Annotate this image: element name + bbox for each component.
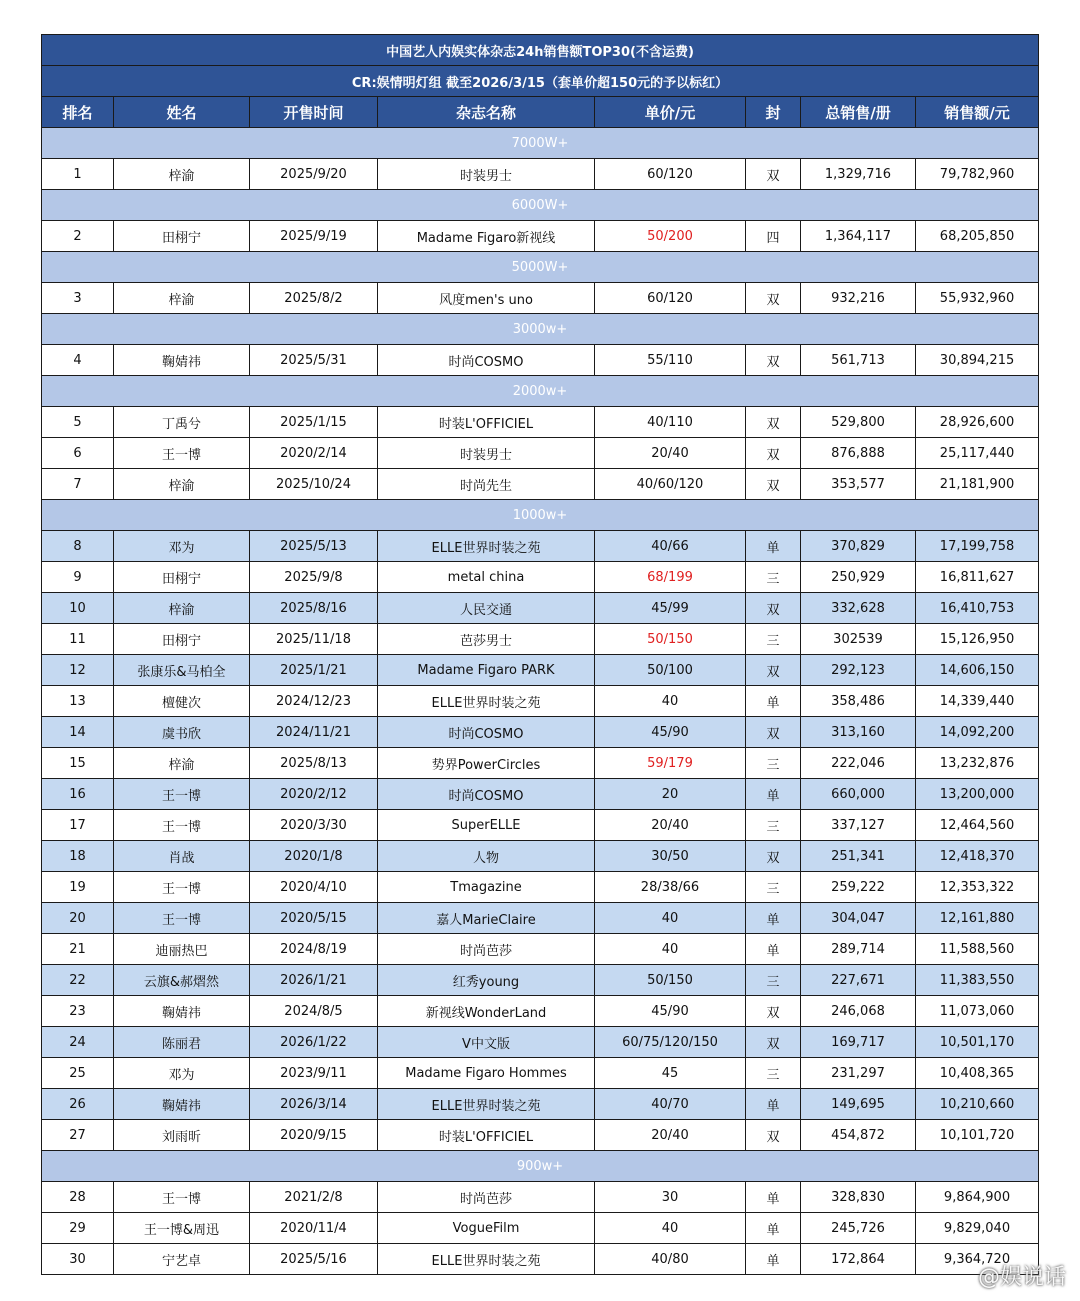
cell-cover: 单 (746, 903, 801, 934)
cell-magazine: 时尚芭莎 (378, 1182, 595, 1213)
cell-cover: 单 (746, 779, 801, 810)
cell-magazine: 芭莎男士 (378, 624, 595, 655)
cell-name: 王一博 (114, 903, 250, 934)
cell-copies: 246,068 (801, 996, 916, 1027)
cell-name: 梓渝 (114, 283, 250, 314)
cell-rank: 27 (42, 1120, 114, 1151)
cell-copies: 876,888 (801, 438, 916, 469)
cell-date: 2026/3/14 (250, 1089, 378, 1120)
table-row (42, 965, 1039, 996)
cell-name: 鞠婧祎 (114, 1089, 250, 1120)
cell-sales: 11,073,060 (916, 996, 1039, 1027)
table-row (42, 872, 1039, 903)
cell-sales: 9,829,040 (916, 1213, 1039, 1244)
cell-copies: 660,000 (801, 779, 916, 810)
table-row (42, 934, 1039, 965)
cell-cover: 三 (746, 810, 801, 841)
cell-cover: 双 (746, 345, 801, 376)
cell-cover: 三 (746, 1058, 801, 1089)
cell-copies: 302539 (801, 624, 916, 655)
cell-copies: 149,695 (801, 1089, 916, 1120)
cell-rank: 12 (42, 655, 114, 686)
col-header-copies: 总销售/册 (801, 97, 916, 128)
cell-rank: 4 (42, 345, 114, 376)
cell-rank: 9 (42, 562, 114, 593)
cell-price: 20/40 (595, 438, 746, 469)
cell-date: 2025/9/19 (250, 221, 378, 252)
cell-sales: 9,364,720 (916, 1244, 1039, 1275)
cell-rank: 11 (42, 624, 114, 655)
cell-cover: 三 (746, 965, 801, 996)
cell-date: 2025/1/15 (250, 407, 378, 438)
cell-date: 2024/12/23 (250, 686, 378, 717)
col-header-rank: 排名 (42, 97, 114, 128)
cell-price: 45/99 (595, 593, 746, 624)
cell-price: 30/50 (595, 841, 746, 872)
cell-price: 40/66 (595, 531, 746, 562)
table-row (42, 407, 1039, 438)
cell-name: 邓为 (114, 531, 250, 562)
cell-date: 2020/2/12 (250, 779, 378, 810)
cell-date: 2020/9/15 (250, 1120, 378, 1151)
table-row (42, 996, 1039, 1027)
cell-date: 2020/4/10 (250, 872, 378, 903)
cell-price: 40/80 (595, 1244, 746, 1275)
cell-copies: 222,046 (801, 748, 916, 779)
cell-price: 40/70 (595, 1089, 746, 1120)
col-header-sales: 销售额/元 (916, 97, 1039, 128)
cell-price: 20 (595, 779, 746, 810)
cell-name: 梓渝 (114, 159, 250, 190)
cell-sales: 11,383,550 (916, 965, 1039, 996)
col-header-cover: 封 (746, 97, 801, 128)
cell-magazine: 嘉人MarieClaire (378, 903, 595, 934)
cell-cover: 单 (746, 1089, 801, 1120)
cell-price: 45/90 (595, 717, 746, 748)
cell-magazine: ELLE世界时装之苑 (378, 1244, 595, 1275)
cell-rank: 5 (42, 407, 114, 438)
cell-copies: 561,713 (801, 345, 916, 376)
ranking-table (41, 34, 1039, 1275)
cell-magazine: V中文版 (378, 1027, 595, 1058)
cell-date: 2024/8/19 (250, 934, 378, 965)
cell-magazine: 时装L'OFFICIEL (378, 1120, 595, 1151)
cell-magazine: 时装男士 (378, 438, 595, 469)
table-row (42, 1213, 1039, 1244)
cell-magazine: 势界PowerCircles (378, 748, 595, 779)
cell-copies: 353,577 (801, 469, 916, 500)
cell-price: 68/199 (595, 562, 746, 593)
cell-name: 云旗&郝熠然 (114, 965, 250, 996)
cell-name: 陈丽君 (114, 1027, 250, 1058)
cell-price: 40 (595, 934, 746, 965)
table-row (42, 1089, 1039, 1120)
cell-name: 王一博 (114, 779, 250, 810)
watermark: @娱说话 (977, 1265, 1066, 1290)
cell-magazine: VogueFilm (378, 1213, 595, 1244)
cell-price: 60/120 (595, 283, 746, 314)
cell-name: 田栩宁 (114, 624, 250, 655)
table-row (42, 593, 1039, 624)
cell-date: 2025/8/13 (250, 748, 378, 779)
cell-name: 梓渝 (114, 469, 250, 500)
cell-sales: 12,161,880 (916, 903, 1039, 934)
cell-date: 2024/11/21 (250, 717, 378, 748)
cell-sales: 17,199,758 (916, 531, 1039, 562)
cell-sales: 68,205,850 (916, 221, 1039, 252)
table-row (42, 624, 1039, 655)
cell-sales: 13,200,000 (916, 779, 1039, 810)
cell-magazine: 风度men's uno (378, 283, 595, 314)
cell-price: 50/200 (595, 221, 746, 252)
cell-sales: 10,210,660 (916, 1089, 1039, 1120)
cell-date: 2020/3/30 (250, 810, 378, 841)
cell-name: 宁艺卓 (114, 1244, 250, 1275)
cell-rank: 23 (42, 996, 114, 1027)
cell-price: 40/60/120 (595, 469, 746, 500)
cell-name: 虞书欣 (114, 717, 250, 748)
cell-copies: 1,364,117 (801, 221, 916, 252)
cell-copies: 337,127 (801, 810, 916, 841)
cell-copies: 358,486 (801, 686, 916, 717)
cell-sales: 55,932,960 (916, 283, 1039, 314)
cell-magazine: Tmagazine (378, 872, 595, 903)
cell-cover: 三 (746, 872, 801, 903)
table-row (42, 841, 1039, 872)
cell-cover: 单 (746, 934, 801, 965)
cell-name: 梓渝 (114, 593, 250, 624)
cell-name: 檀健次 (114, 686, 250, 717)
cell-magazine: 人物 (378, 841, 595, 872)
cell-name: 田栩宁 (114, 221, 250, 252)
cell-sales: 15,126,950 (916, 624, 1039, 655)
table-row (42, 159, 1039, 190)
cell-magazine: 时尚COSMO (378, 779, 595, 810)
cell-cover: 双 (746, 438, 801, 469)
cell-date: 2020/11/4 (250, 1213, 378, 1244)
tier-label: 900w+ (42, 1151, 1039, 1182)
table-row (42, 345, 1039, 376)
cell-rank: 15 (42, 748, 114, 779)
cell-price: 28/38/66 (595, 872, 746, 903)
cell-cover: 双 (746, 717, 801, 748)
cell-sales: 11,588,560 (916, 934, 1039, 965)
cell-rank: 19 (42, 872, 114, 903)
cell-cover: 双 (746, 469, 801, 500)
cell-sales: 28,926,600 (916, 407, 1039, 438)
cell-date: 2025/10/24 (250, 469, 378, 500)
cell-price: 59/179 (595, 748, 746, 779)
cell-price: 40 (595, 1213, 746, 1244)
cell-cover: 单 (746, 1182, 801, 1213)
cell-magazine: ELLE世界时装之苑 (378, 686, 595, 717)
cell-name: 邓为 (114, 1058, 250, 1089)
table-row (42, 717, 1039, 748)
cell-price: 20/40 (595, 810, 746, 841)
table-subtitle: CR:娱情明灯组 截至2026/3/15（套单价超150元的予以标红） (42, 66, 1039, 97)
cell-name: 迪丽热巴 (114, 934, 250, 965)
cell-copies: 454,872 (801, 1120, 916, 1151)
cell-cover: 双 (746, 283, 801, 314)
cell-price: 50/150 (595, 965, 746, 996)
cell-cover: 单 (746, 686, 801, 717)
table-row (42, 779, 1039, 810)
cell-sales: 13,232,876 (916, 748, 1039, 779)
cell-copies: 172,864 (801, 1244, 916, 1275)
cell-price: 50/100 (595, 655, 746, 686)
cell-sales: 12,418,370 (916, 841, 1039, 872)
cell-copies: 245,726 (801, 1213, 916, 1244)
table-row (42, 531, 1039, 562)
column-header-row (42, 97, 1039, 128)
table-row (42, 1244, 1039, 1275)
cell-name: 鞠婧祎 (114, 345, 250, 376)
cell-date: 2025/8/2 (250, 283, 378, 314)
cell-rank: 28 (42, 1182, 114, 1213)
cell-sales: 79,782,960 (916, 159, 1039, 190)
cell-name: 梓渝 (114, 748, 250, 779)
cell-sales: 12,464,560 (916, 810, 1039, 841)
cell-price: 45 (595, 1058, 746, 1089)
cell-sales: 25,117,440 (916, 438, 1039, 469)
cell-sales: 30,894,215 (916, 345, 1039, 376)
tier-label: 5000W+ (42, 252, 1039, 283)
cell-cover: 单 (746, 1244, 801, 1275)
cell-cover: 双 (746, 407, 801, 438)
cell-copies: 328,830 (801, 1182, 916, 1213)
cell-copies: 1,329,716 (801, 159, 916, 190)
cell-magazine: 时尚芭莎 (378, 934, 595, 965)
cell-copies: 932,216 (801, 283, 916, 314)
cell-copies: 231,297 (801, 1058, 916, 1089)
cell-sales: 10,101,720 (916, 1120, 1039, 1151)
cell-price: 40/110 (595, 407, 746, 438)
table-row (42, 810, 1039, 841)
tier-label: 6000W+ (42, 190, 1039, 221)
tier-label: 1000w+ (42, 500, 1039, 531)
table-row (42, 221, 1039, 252)
cell-date: 2024/8/5 (250, 996, 378, 1027)
cell-cover: 双 (746, 841, 801, 872)
cell-name: 张康乐&马柏全 (114, 655, 250, 686)
cell-magazine: metal china (378, 562, 595, 593)
table-title: 中国艺人内娱实体杂志24h销售额TOP30(不含运费) (42, 35, 1039, 66)
table-row (42, 283, 1039, 314)
cell-rank: 30 (42, 1244, 114, 1275)
tier-label: 3000w+ (42, 314, 1039, 345)
cell-price: 60/75/120/150 (595, 1027, 746, 1058)
cell-date: 2021/2/8 (250, 1182, 378, 1213)
col-header-name: 姓名 (114, 97, 250, 128)
cell-name: 王一博 (114, 872, 250, 903)
cell-magazine: 时装L'OFFICIEL (378, 407, 595, 438)
cell-copies: 169,717 (801, 1027, 916, 1058)
cell-magazine: ELLE世界时装之苑 (378, 1089, 595, 1120)
cell-magazine: 时尚COSMO (378, 345, 595, 376)
tier-row (42, 190, 1039, 221)
cell-price: 45/90 (595, 996, 746, 1027)
cell-copies: 289,714 (801, 934, 916, 965)
cell-cover: 三 (746, 624, 801, 655)
cell-name: 王一博 (114, 438, 250, 469)
cell-rank: 20 (42, 903, 114, 934)
cell-name: 肖战 (114, 841, 250, 872)
cell-date: 2026/1/22 (250, 1027, 378, 1058)
cell-rank: 21 (42, 934, 114, 965)
cell-rank: 1 (42, 159, 114, 190)
cell-rank: 24 (42, 1027, 114, 1058)
cell-sales: 10,408,365 (916, 1058, 1039, 1089)
cell-sales: 9,864,900 (916, 1182, 1039, 1213)
cell-date: 2025/5/13 (250, 531, 378, 562)
cell-copies: 332,628 (801, 593, 916, 624)
cell-name: 王一博&周迅 (114, 1213, 250, 1244)
col-header-magazine: 杂志名称 (378, 97, 595, 128)
col-header-date: 开售时间 (250, 97, 378, 128)
cell-cover: 单 (746, 1213, 801, 1244)
cell-price: 60/120 (595, 159, 746, 190)
table-row (42, 1027, 1039, 1058)
cell-cover: 四 (746, 221, 801, 252)
cell-sales: 12,353,322 (916, 872, 1039, 903)
table-row (42, 1120, 1039, 1151)
tier-row (42, 376, 1039, 407)
cell-price: 40 (595, 686, 746, 717)
cell-rank: 25 (42, 1058, 114, 1089)
cell-sales: 10,501,170 (916, 1027, 1039, 1058)
cell-copies: 313,160 (801, 717, 916, 748)
cell-copies: 227,671 (801, 965, 916, 996)
cell-magazine: SuperELLE (378, 810, 595, 841)
cell-sales: 14,606,150 (916, 655, 1039, 686)
cell-sales: 16,811,627 (916, 562, 1039, 593)
cell-name: 丁禹兮 (114, 407, 250, 438)
cell-price: 55/110 (595, 345, 746, 376)
table-row (42, 748, 1039, 779)
tier-label: 2000w+ (42, 376, 1039, 407)
cell-sales: 21,181,900 (916, 469, 1039, 500)
cell-copies: 251,341 (801, 841, 916, 872)
table-row (42, 686, 1039, 717)
cell-price: 30 (595, 1182, 746, 1213)
cell-name: 鞠婧祎 (114, 996, 250, 1027)
cell-magazine: 时尚先生 (378, 469, 595, 500)
cell-copies: 529,800 (801, 407, 916, 438)
cell-price: 40 (595, 903, 746, 934)
table-row (42, 562, 1039, 593)
cell-magazine: Madame Figaro PARK (378, 655, 595, 686)
cell-copies: 370,829 (801, 531, 916, 562)
cell-cover: 双 (746, 655, 801, 686)
cell-date: 2020/5/15 (250, 903, 378, 934)
tier-row (42, 500, 1039, 531)
cell-sales: 14,339,440 (916, 686, 1039, 717)
cell-date: 2026/1/21 (250, 965, 378, 996)
cell-copies: 292,123 (801, 655, 916, 686)
cell-date: 2025/5/31 (250, 345, 378, 376)
cell-name: 王一博 (114, 1182, 250, 1213)
table-row (42, 438, 1039, 469)
cell-date: 2025/11/18 (250, 624, 378, 655)
cell-cover: 双 (746, 593, 801, 624)
cell-date: 2020/2/14 (250, 438, 378, 469)
tier-row (42, 128, 1039, 159)
cell-magazine: Madame Figaro Hommes (378, 1058, 595, 1089)
cell-name: 刘雨昕 (114, 1120, 250, 1151)
cell-date: 2025/5/16 (250, 1244, 378, 1275)
cell-name: 田栩宁 (114, 562, 250, 593)
cell-cover: 双 (746, 996, 801, 1027)
cell-magazine: 时尚COSMO (378, 717, 595, 748)
cell-date: 2025/8/16 (250, 593, 378, 624)
cell-magazine: 人民交通 (378, 593, 595, 624)
cell-sales: 14,092,200 (916, 717, 1039, 748)
cell-magazine: 时装男士 (378, 159, 595, 190)
tier-row (42, 314, 1039, 345)
table-row (42, 655, 1039, 686)
tier-row (42, 252, 1039, 283)
cell-date: 2023/9/11 (250, 1058, 378, 1089)
cell-rank: 10 (42, 593, 114, 624)
cell-rank: 16 (42, 779, 114, 810)
cell-rank: 8 (42, 531, 114, 562)
cell-rank: 13 (42, 686, 114, 717)
cell-price: 50/150 (595, 624, 746, 655)
col-header-price: 单价/元 (595, 97, 746, 128)
cell-rank: 17 (42, 810, 114, 841)
table-row (42, 1058, 1039, 1089)
cell-cover: 单 (746, 531, 801, 562)
cell-cover: 三 (746, 562, 801, 593)
cell-cover: 双 (746, 159, 801, 190)
tier-label: 7000W+ (42, 128, 1039, 159)
cell-rank: 18 (42, 841, 114, 872)
cell-magazine: Madame Figaro新视线 (378, 221, 595, 252)
cell-date: 2025/9/20 (250, 159, 378, 190)
cell-rank: 29 (42, 1213, 114, 1244)
cell-sales: 16,410,753 (916, 593, 1039, 624)
cell-price: 20/40 (595, 1120, 746, 1151)
cell-copies: 250,929 (801, 562, 916, 593)
cell-cover: 三 (746, 748, 801, 779)
cell-date: 2020/1/8 (250, 841, 378, 872)
cell-name: 王一博 (114, 810, 250, 841)
cell-date: 2025/9/8 (250, 562, 378, 593)
cell-magazine: ELLE世界时装之苑 (378, 531, 595, 562)
table-row (42, 903, 1039, 934)
table-row (42, 1182, 1039, 1213)
table-row (42, 469, 1039, 500)
cell-cover: 双 (746, 1027, 801, 1058)
cell-rank: 6 (42, 438, 114, 469)
cell-rank: 7 (42, 469, 114, 500)
cell-date: 2025/1/21 (250, 655, 378, 686)
cell-rank: 2 (42, 221, 114, 252)
cell-cover: 双 (746, 1120, 801, 1151)
cell-rank: 26 (42, 1089, 114, 1120)
cell-magazine: 新视线WonderLand (378, 996, 595, 1027)
cell-rank: 14 (42, 717, 114, 748)
cell-copies: 304,047 (801, 903, 916, 934)
cell-magazine: 红秀young (378, 965, 595, 996)
cell-rank: 3 (42, 283, 114, 314)
cell-copies: 259,222 (801, 872, 916, 903)
cell-rank: 22 (42, 965, 114, 996)
tier-row (42, 1151, 1039, 1182)
